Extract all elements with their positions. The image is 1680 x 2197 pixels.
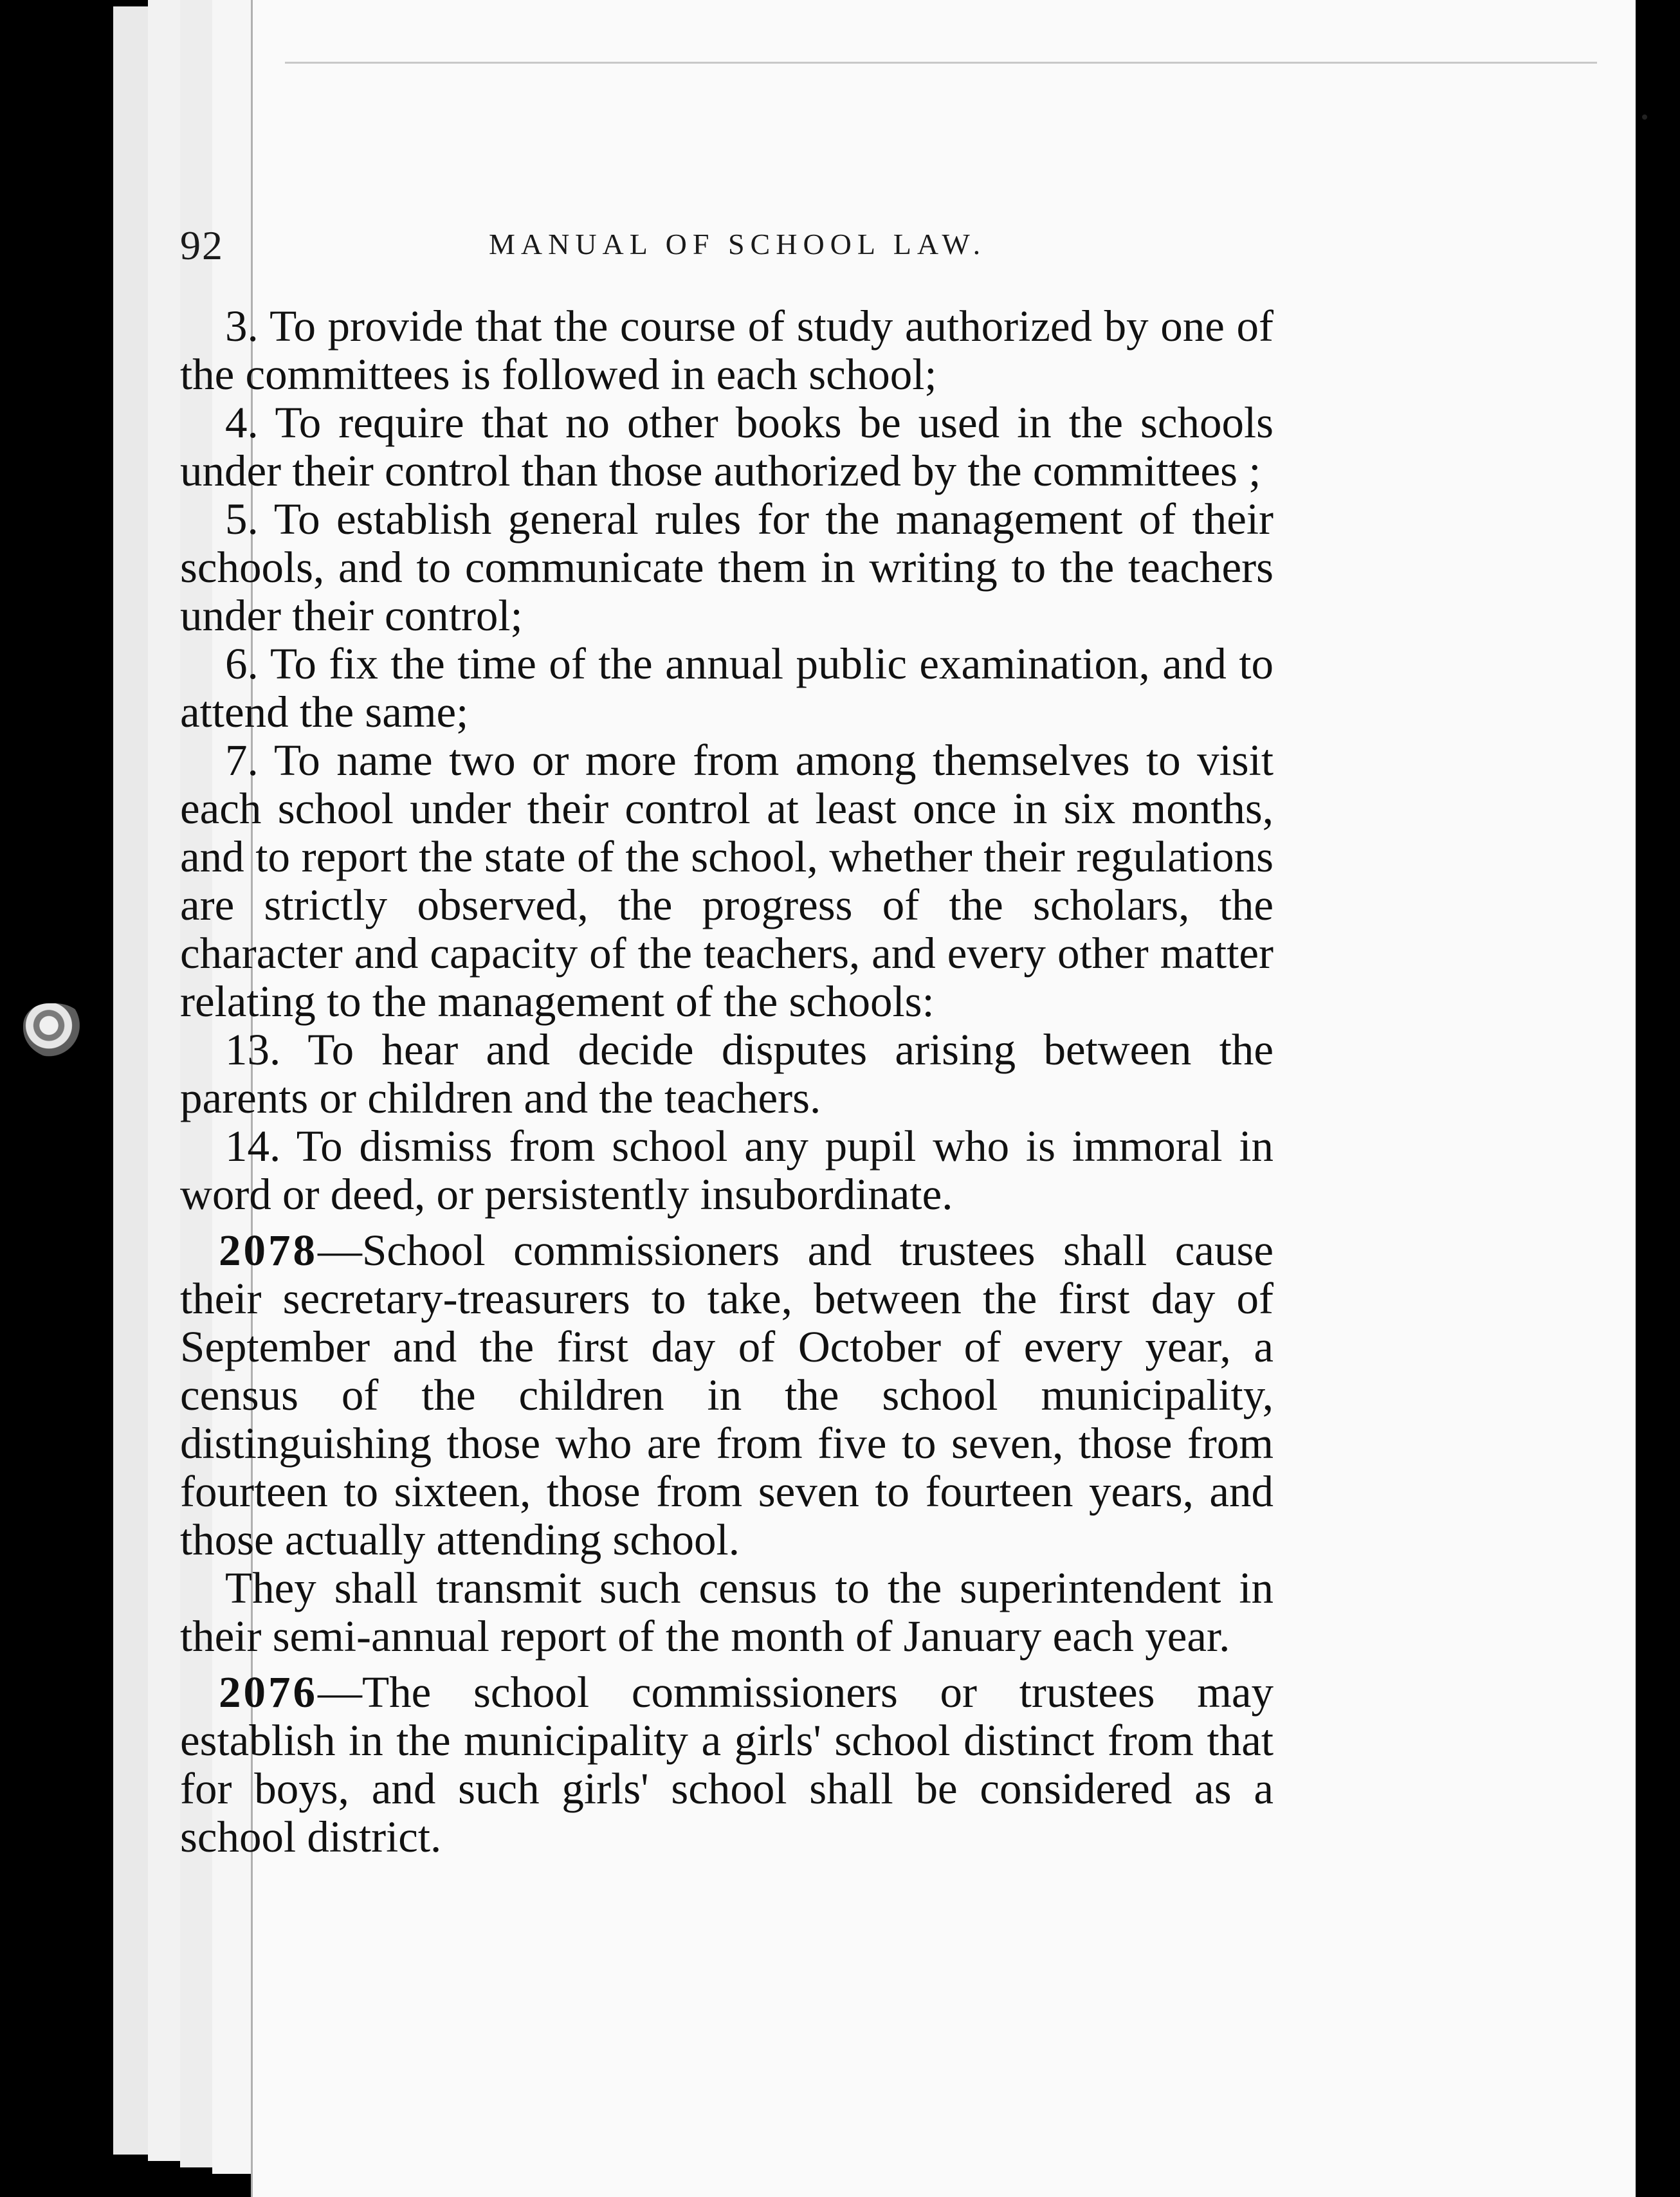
clause-7: 7. To name two or more from among themselves to visit each school under their control at least once in six months, and to report the state of the school, whether their regulations are strictly observed, the progress of the scholars, the character and capacity of the teachers, and every other matter relating to the management of the schools: (180, 736, 1274, 1026)
binding-mark (23, 1003, 87, 1059)
body-text (180, 302, 1274, 1861)
clause-3: 3. To provide that the course of study authorized by one of the committees is followed in each school; (180, 302, 1274, 399)
section-dash: — (318, 1668, 362, 1717)
page-number: 92 (180, 223, 224, 268)
section-2076 (180, 1668, 1274, 1861)
running-head: MANUAL OF SCHOOL LAW. (489, 228, 987, 260)
section-2078-continuation: They shall transmit such census to the superintendent in their semi-annual report of the month of January each year. (180, 1563, 1274, 1661)
section-text: School commissioners and trustees shall cause their secretary-treasurers to take, between the first day of September and the first day of October of every year, a census of the children in the school municipality, distinguishing those who are from five to seven, those from fourteen to sixteen, those from seven to fourteen years, and those actually attending school. (180, 1226, 1274, 1564)
clause-13: 13. To hear and decide disputes arising between the parents or children and the teachers. (180, 1025, 1274, 1122)
clause-6: 6. To fix the time of the annual public examination, and to attend the same; (180, 639, 1274, 736)
clause-4: 4. To require that no other books be used in the schools under their control than those authorized by the committees ; (180, 398, 1274, 495)
section-2078 (180, 1226, 1274, 1564)
page-header (180, 222, 1357, 280)
clause-14: 14. To dismiss from school any pupil who is immoral in word or deed, or persistently insubordinate. (180, 1122, 1274, 1219)
page-speck (1642, 114, 1647, 120)
section-dash: — (318, 1226, 362, 1275)
section-number: 2076 (219, 1668, 318, 1717)
section-number: 2078 (219, 1226, 318, 1275)
clause-5: 5. To establish general rules for the management of their schools, and to communicate them in writing to the teachers under their control; (180, 495, 1274, 640)
section-text: The school commissioners or trustees may establish in the municipality a girls' school distinct from that for boys, and such girls' school shall be considered as a school district. (180, 1668, 1274, 1861)
page-rule (285, 62, 1597, 64)
